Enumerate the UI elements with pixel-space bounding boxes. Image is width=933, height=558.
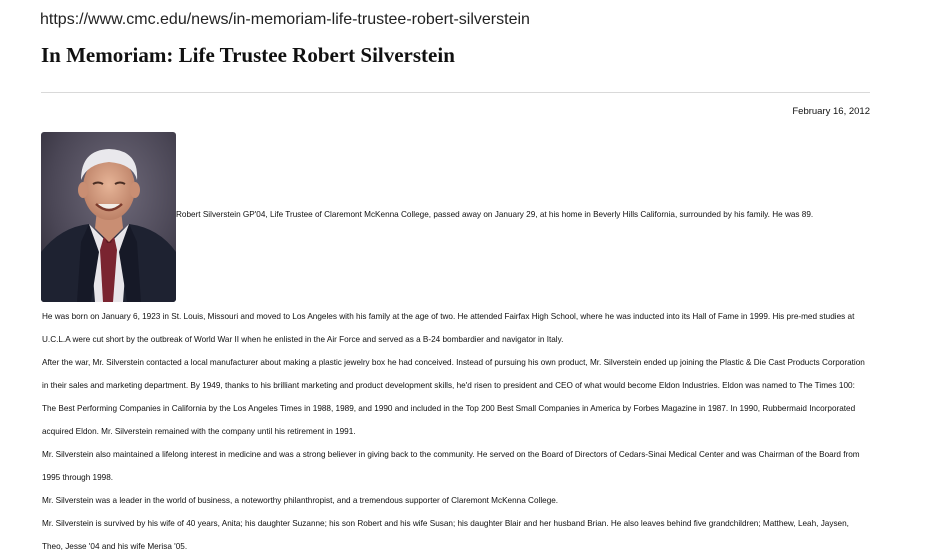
article-body [42, 305, 867, 558]
title-divider [41, 92, 870, 93]
page-title: In Memoriam: Life Trustee Robert Silverstein [41, 43, 455, 67]
article-paragraph: Mr. Silverstein is survived by his wife of 40 years, Anita; his daughter Suzanne; his son Robert and his wife Susan; his daughter Blair and her husband Brian. He also leaves behind five grandchildren; Matthew, Leah, Jaysen, Theo, Jesse '04 and his wife Merisa '05. [42, 519, 849, 551]
article-paragraph: Mr. Silverstein also maintained a lifelong interest in medicine and was a strong believer in giving back to the community. He served on the Board of Directors of Cedars-Sinai Medical Center and was Chairman of the Board from 1995 through 1998. [42, 450, 860, 482]
address-bar-url[interactable]: https://www.cmc.edu/news/in-memoriam-life-trustee-robert-silverstein [40, 11, 530, 28]
article-date: February 16, 2012 [792, 106, 870, 117]
portrait-photo [41, 132, 176, 302]
portrait-illustration [41, 132, 176, 302]
article-intro: Robert Silverstein GP'04, Life Trustee of Claremont McKenna College, passed away on January 29, at his home in Beverly Hills California, surrounded by his family. He was 89. [176, 210, 814, 219]
article-paragraph: He was born on January 6, 1923 in St. Louis, Missouri and moved to Los Angeles with his family at the age of two. He attended Fairfax High School, where he was inducted into its Hall of Fame in 1999. His pre-med studies at U.C.L.A were cut short by the outbreak of World War II when he enlisted in the Air Force and served as a B-24 bombardier and navigator in Italy. [42, 312, 855, 344]
article-paragraph: After the war, Mr. Silverstein contacted a local manufacturer about making a plastic jewelry box he had conceived. Instead of pursuing his own product, Mr. Silverstein ended up joining the Plastic & Die Cast Products Corporation in their sales and marketing department. By 1949, thanks to his brilliant marketing and product development skills, he'd risen to president and CEO of what would become Eldon Industries. Eldon was named to The Times 100: The Best Performing Companies in California by the Los Angeles Times in 1988, 1989, and 1990 and included in the Top 200 Best Small Companies in America by Forbes Magazine in 1987. In 1990, Rubbermaid Incorporated acquired Eldon. Mr. Silverstein remained with the company until his retirement in 1991. [42, 358, 865, 436]
article-paragraph: Mr. Silverstein was a leader in the world of business, a noteworthy philanthropist, and a tremendous supporter of Claremont McKenna College. [42, 496, 559, 505]
